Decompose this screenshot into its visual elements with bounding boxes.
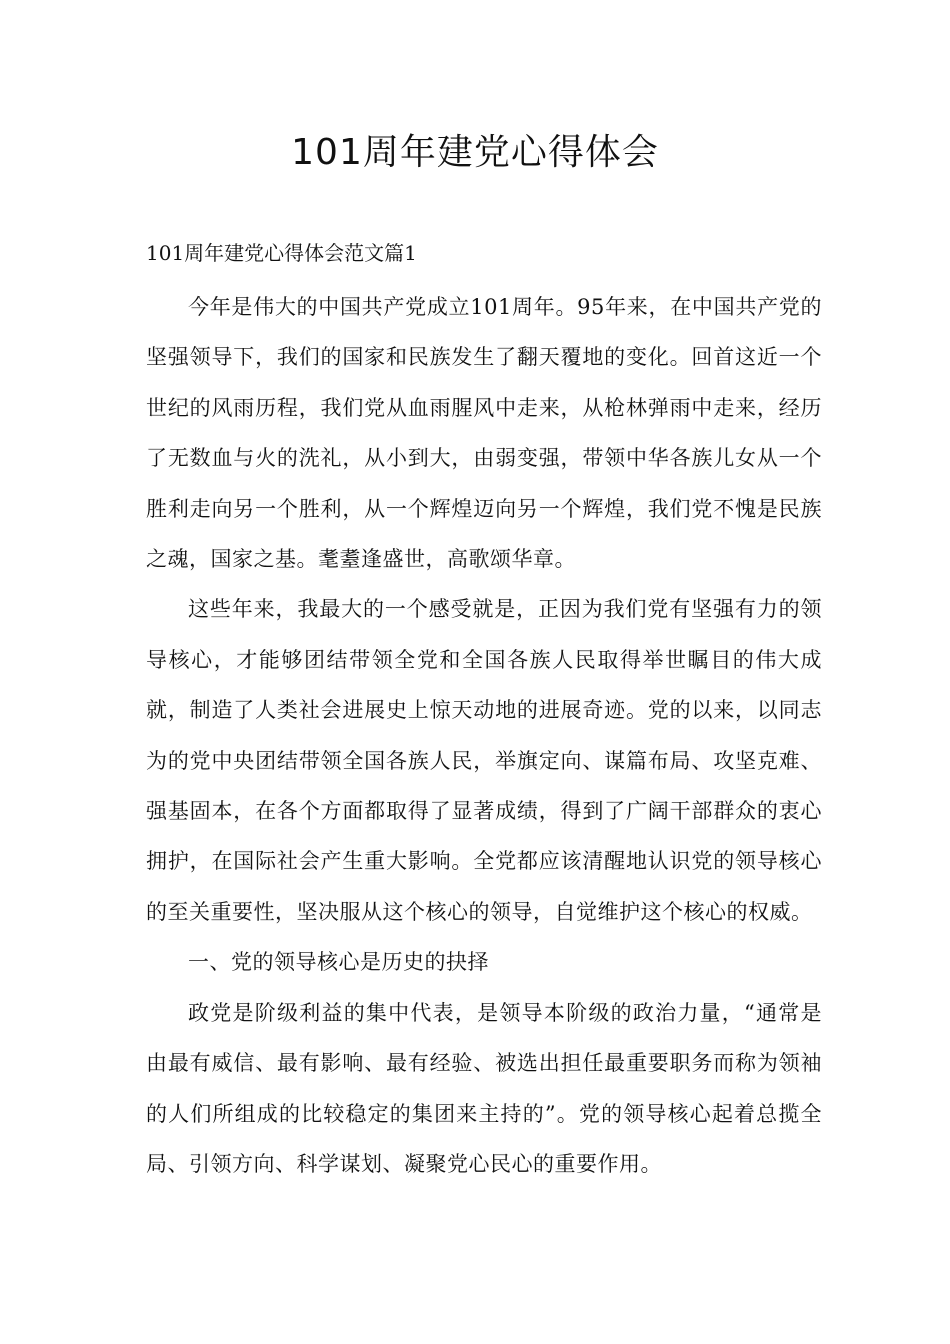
section-heading-1: 一、党的领导核心是历史的抉择 (188, 950, 489, 975)
document-title: 101周年建党心得体会 (291, 132, 659, 173)
paragraph-3: 政党是阶级利益的集中代表，是领导本阶级的政治力量，“通常是由最有威信、最有影响、最有经验、被选出担任最重要职务而称为领袖的人们所组成的比较稳定的集团来主持的”。党的领导核心起着总揽全局、引领方向、科学谋划、凝聚党心民心的重要作用。 (146, 1000, 822, 1176)
document-subtitle: 101周年建党心得体会范文篇1 (146, 241, 417, 265)
document-body (146, 282, 822, 1189)
paragraph-2: 这些年来，我最大的一个感受就是，正因为我们党有坚强有力的领导核心，才能够团结带领全党和全国各族人民取得举世瞩目的伟大成就，制造了人类社会进展史上惊天动地的进展奇迹。党的以来，以同志为的党中央团结带领全国各族人民，举旗定向、谋篇布局、攻坚克难、强基固本，在各个方面都取得了显著成绩，得到了广阔干部群众的衷心拥护，在国际社会产生重大影响。全党都应该清醒地认识党的领导核心的至关重要性，坚决服从这个核心的领导，自觉维护这个核心的权威。 (146, 597, 822, 924)
paragraph-1: 今年是伟大的中国共产党成立101周年。95年来，在中国共产党的坚强领导下，我们的国家和民族发生了翻天覆地的变化。回首这近一个世纪的风雨历程，我们党从血雨腥风中走来，从枪林弹雨中走来，经历了无数血与火的洗礼，从小到大，由弱变强，带领中华各族儿女从一个胜利走向另一个胜利，从一个辉煌迈向另一个辉煌，我们党不愧是民族之魂，国家之基。耄耋逢盛世，高歌颂华章。 (146, 295, 822, 572)
